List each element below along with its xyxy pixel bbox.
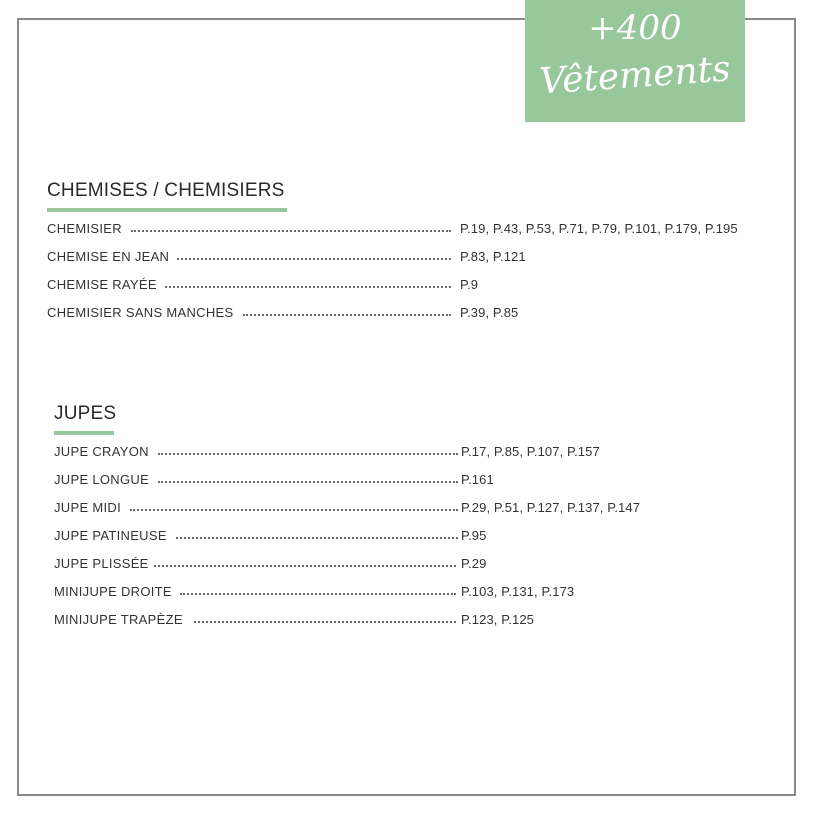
index-row — [54, 442, 754, 462]
dot-leader — [154, 565, 456, 567]
count-badge — [525, 0, 745, 122]
page-refs: P.103, P.131, P.173 — [461, 584, 575, 599]
page-refs: P.9 — [460, 277, 479, 292]
index-row — [47, 247, 747, 267]
dot-leader — [165, 286, 451, 288]
dot-leader — [194, 621, 456, 623]
index-label: CHEMISIER SANS MANCHES — [47, 305, 234, 320]
badge-count: +400 — [588, 8, 682, 48]
index-label: JUPE PLISSÉE — [54, 556, 149, 571]
index-row — [47, 219, 747, 239]
section-chemises — [47, 180, 747, 330]
section-jupes — [54, 403, 754, 633]
index-row — [54, 470, 754, 490]
dot-leader — [180, 593, 456, 595]
dot-leader — [176, 537, 458, 539]
page-refs: P.95 — [461, 528, 487, 543]
dot-leader — [130, 509, 458, 511]
index-row — [47, 275, 747, 295]
index-label: CHEMISE RAYÉE — [47, 277, 157, 292]
index-label: JUPE CRAYON — [54, 444, 149, 459]
page-refs: P.29 — [461, 556, 487, 571]
page-refs: P.123, P.125 — [461, 612, 535, 627]
index-row — [54, 526, 754, 546]
index-row — [54, 498, 754, 518]
index-label: CHEMISIER — [47, 221, 122, 236]
dot-leader — [131, 230, 451, 232]
dot-leader — [158, 481, 458, 483]
section-underline — [54, 431, 114, 435]
index-label: MINIJUPE DROITE — [54, 584, 172, 599]
dot-leader — [158, 453, 458, 455]
index-row — [54, 554, 754, 574]
dot-leader — [177, 258, 451, 260]
index-row — [47, 303, 747, 323]
section-underline — [47, 208, 287, 212]
page-refs: P.17, P.85, P.107, P.157 — [461, 444, 600, 459]
dot-leader — [243, 314, 451, 316]
index-label: MINIJUPE TRAPÈZE — [54, 612, 183, 627]
index-row — [54, 610, 754, 630]
index-label: JUPE PATINEUSE — [54, 528, 167, 543]
section-title: JUPES — [54, 403, 117, 424]
index-row — [54, 582, 754, 602]
index-label: CHEMISE EN JEAN — [47, 249, 170, 264]
page-refs: P.39, P.85 — [460, 305, 519, 320]
page-refs: P.19, P.43, P.53, P.71, P.79, P.101, P.179, P.195 — [460, 221, 738, 236]
page-refs: P.83, P.121 — [460, 249, 526, 264]
badge-word: Vêtements — [538, 48, 732, 103]
page-refs: P.161 — [461, 472, 494, 487]
index-label: JUPE LONGUE — [54, 472, 150, 487]
page-refs: P.29, P.51, P.127, P.137, P.147 — [461, 500, 641, 515]
section-title: CHEMISES / CHEMISIERS — [47, 180, 285, 201]
index-label: JUPE MIDI — [54, 500, 121, 515]
